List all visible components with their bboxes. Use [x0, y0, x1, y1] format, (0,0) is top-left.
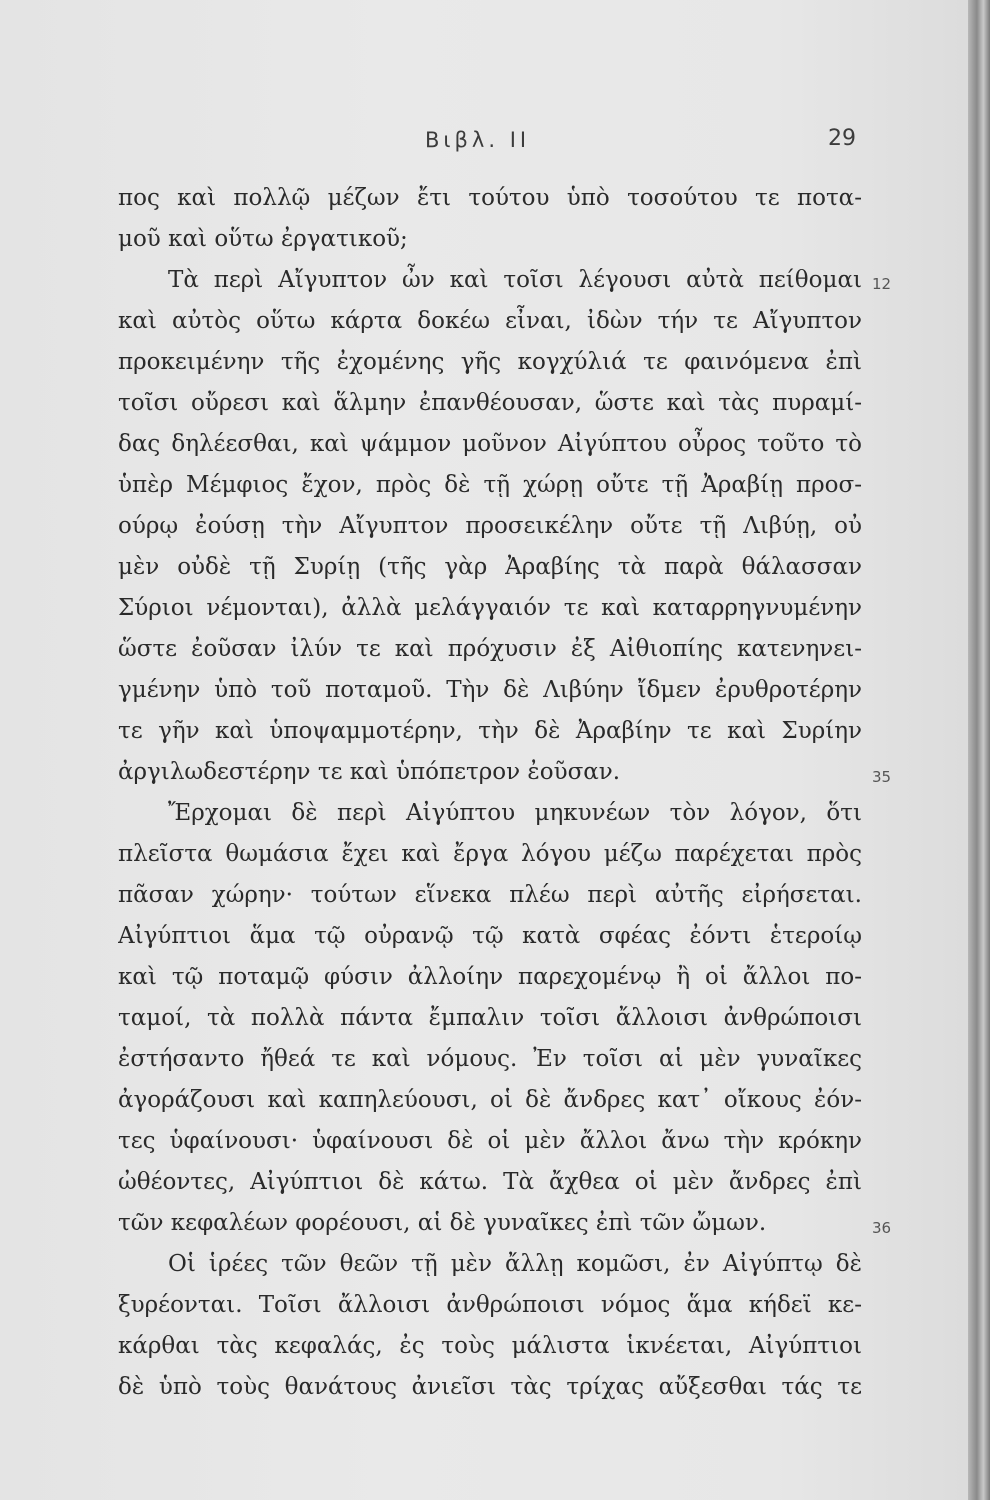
- text-line: ἀργιλωδεστέρην τε καὶ ὑπόπετρον ἐοῦσαν.: [118, 759, 621, 785]
- text-line: ταμοί, τὰ πολλὰ πάντα ἔμπαλιν τοῖσι ἄλλοισι ἀνθρώποισι: [118, 1005, 862, 1031]
- margin-section-number: 35: [872, 768, 892, 786]
- text-line: ὑπὲρ Μέμφιος ἔχον, πρὸς δὲ τῇ χώρῃ οὔτε τῇ Ἀραβίῃ προσ-: [118, 472, 862, 498]
- page-number: 29: [828, 126, 856, 151]
- text-line: προκειμένην τῆς ἐχομένης γῆς κογχύλιά τε φαινόμενα ἐπὶ: [118, 349, 862, 375]
- text-line: ξυρέονται. Τοῖσι ἄλλοισι ἀνθρώποισι νόμος ἅμα κήδεϊ κε-: [118, 1292, 862, 1318]
- text-line: δας δηλέεσθαι, καὶ ψάμμον μοῦνον Αἰγύπτου οὖρος τοῦτο τὸ: [118, 431, 862, 457]
- page-edge: [968, 0, 990, 1500]
- text-line: ὠθέοντες, Αἰγύπτιοι δὲ κάτω. Τὰ ἄχθεα οἱ μὲν ἄνδρες ἐπὶ: [118, 1169, 862, 1195]
- text-line: δὲ ὑπὸ τοὺς θανάτους ἀνιεῖσι τὰς τρίχας αὔξεσθαι τάς τε: [118, 1374, 862, 1400]
- text-line: ἐστήσαντο ἤθεά τε καὶ νόμους. Ἐν τοῖσι αἱ μὲν γυναῖκες: [118, 1046, 862, 1072]
- text-line: μὲν οὐδὲ τῇ Συρίῃ (τῆς γὰρ Ἀραβίης τὰ παρὰ θάλασσαν: [118, 554, 862, 580]
- text-line: Σύριοι νέμονται), ἀλλὰ μελάγγαιόν τε καὶ καταρρηγνυμένην: [118, 595, 862, 621]
- body-text: [118, 178, 862, 1408]
- text-line: μοῦ καὶ οὕτω ἐργατικοῦ;: [118, 226, 408, 252]
- text-line: Αἰγύπτιοι ἅμα τῷ οὐρανῷ τῷ κατὰ σφέας ἐόντι ἑτεροίῳ: [118, 923, 862, 949]
- text-line: τες ὑφαίνουσι· ὑφαίνουσι δὲ οἱ μὲν ἄλλοι ἄνω τὴν κρόκην: [118, 1128, 862, 1154]
- text-line: πος καὶ πολλῷ μέζων ἔτι τούτου ὑπὸ τοσούτου τε ποτα-: [118, 185, 862, 211]
- text-line: πᾶσαν χώρην· τούτων εἵνεκα πλέω περὶ αὐτῆς εἰρήσεται.: [118, 882, 862, 908]
- text-line: καὶ αὐτὸς οὕτω κάρτα δοκέω εἶναι, ἰδὼν τήν τε Αἴγυπτον: [118, 308, 862, 334]
- text-line: τε γῆν καὶ ὑποψαμμοτέρην, τὴν δὲ Ἀραβίην τε καὶ Συρίην: [118, 718, 862, 744]
- text-line: τῶν κεφαλέων φορέουσι, αἱ δὲ γυναῖκες ἐπὶ τῶν ὤμων.: [118, 1210, 767, 1236]
- text-line: γμένην ὑπὸ τοῦ ποταμοῦ. Τὴν δὲ Λιβύην ἴδμεν ἐρυθροτέρην: [118, 677, 862, 703]
- margin-section-number: 12: [872, 275, 892, 293]
- margin-section-number: 36: [872, 1219, 892, 1237]
- text-line: ούρῳ ἐούσῃ τὴν Αἴγυπτον προσεικέλην οὔτε τῇ Λιβύῃ, οὐ: [118, 513, 862, 539]
- text-line: κάρθαι τὰς κεφαλάς, ἐς τοὺς μάλιστα ἱκνέεται, Αἰγύπτιοι: [118, 1333, 862, 1359]
- text-line: ὥστε ἐοῦσαν ἰλύν τε καὶ πρόχυσιν ἐξ Αἰθιοπίης κατενηνει-: [118, 636, 862, 662]
- text-line: τοῖσι οὔρεσι καὶ ἅλμην ἐπανθέουσαν, ὥστε καὶ τὰς πυραμί-: [118, 390, 862, 416]
- text-line: Τὰ περὶ Αἴγυπτον ὦν καὶ τοῖσι λέγουσι αὐτὰ πείθομαι: [168, 267, 862, 293]
- text-line: Ἔρχομαι δὲ περὶ Αἰγύπτου μηκυνέων τὸν λόγον, ὅτι: [168, 800, 862, 826]
- text-line: καὶ τῷ ποταμῷ φύσιν ἀλλοίην παρεχομένῳ ἢ οἱ ἄλλοι πο-: [118, 964, 862, 990]
- text-line: ἀγοράζουσι καὶ καπηλεύουσι, οἱ δὲ ἄνδρες κατ᾽ οἴκους ἐόν-: [118, 1087, 862, 1113]
- text-line: πλεῖστα θωμάσια ἔχει καὶ ἔργα λόγου μέζω παρέχεται πρὸς: [118, 841, 862, 867]
- running-head: Βιβλ. II: [425, 128, 531, 152]
- text-line: Οἱ ἱρέες τῶν θεῶν τῇ μὲν ἄλλῃ κομῶσι, ἐν Αἰγύπτῳ δὲ: [168, 1251, 862, 1277]
- page-header: [0, 118, 968, 158]
